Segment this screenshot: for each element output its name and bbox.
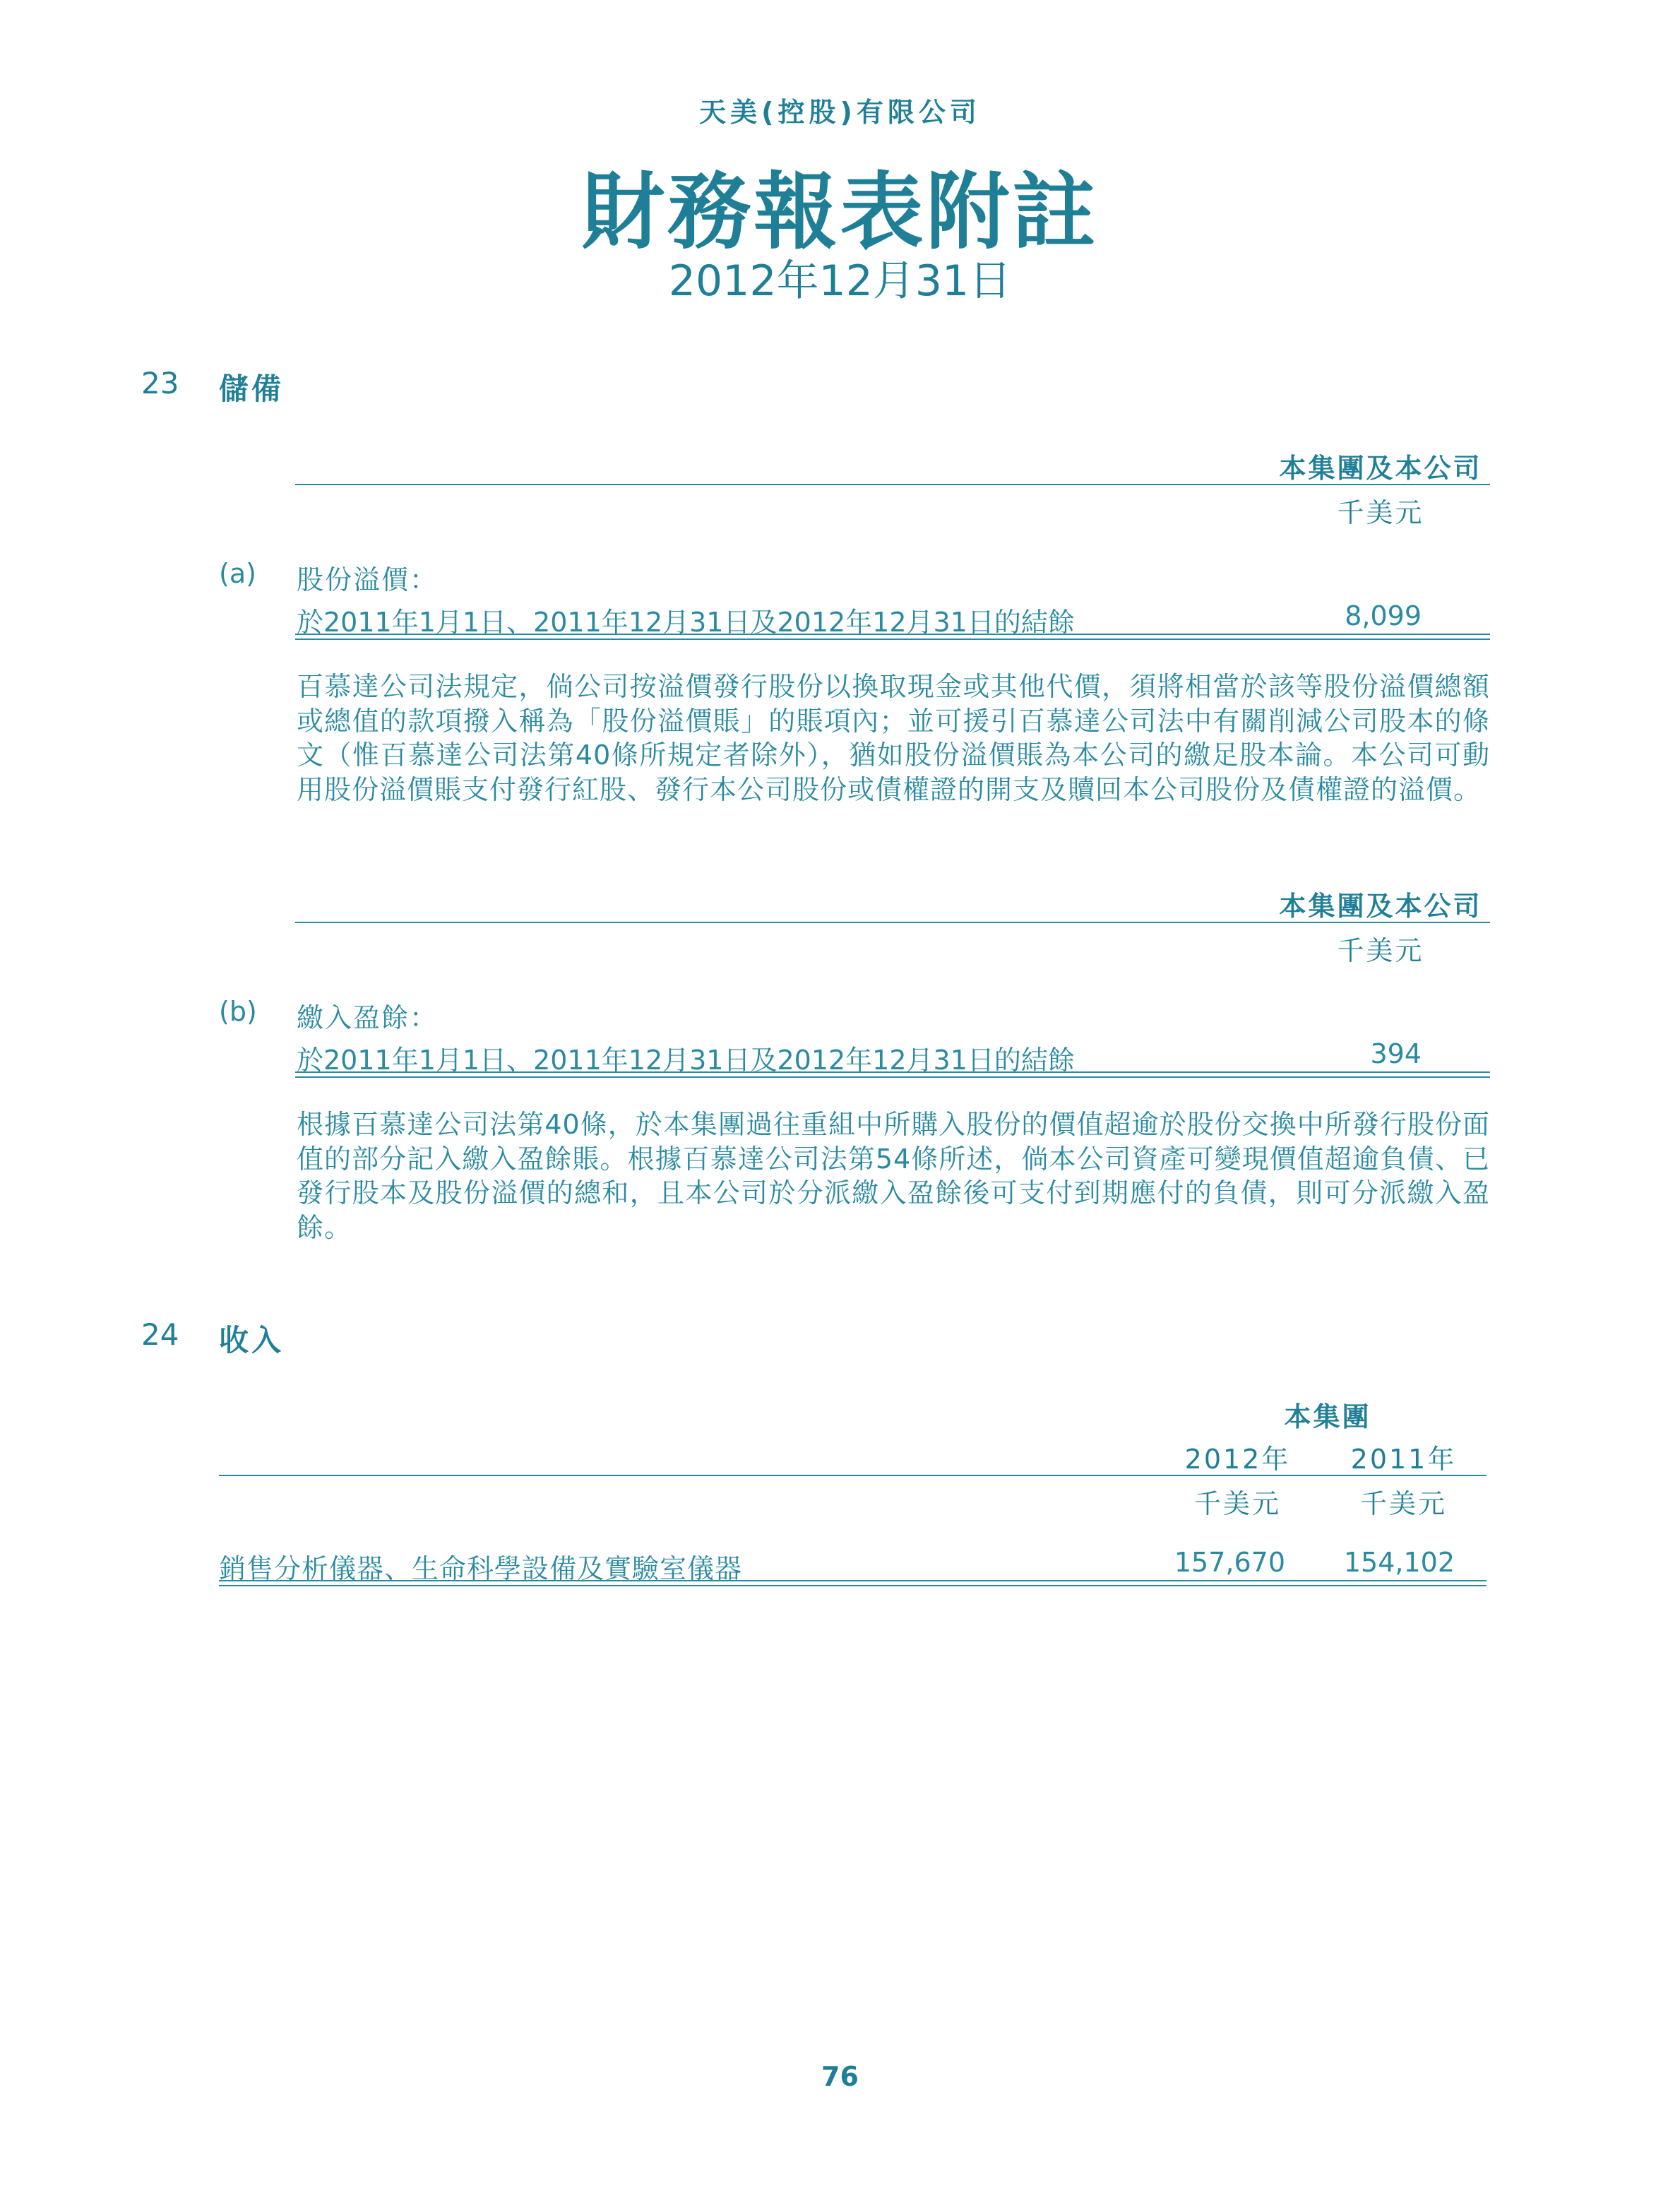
contributed-surplus-balance-value: 394	[1370, 1038, 1422, 1069]
share-premium-paragraph: 百慕達公司法規定，倘公司按溢價發行股份以換取現金或其他代價，須將相當於該等股份溢價總額或總值的款項撥入稱為「股份溢價賬」的賬項內；並可援引百慕達公司法中有關削減公司股本的條文（惟百慕達公司法第40條所規定者除外），猶如股份溢價賬為本公司的繳足股本論。本公司可動用股份溢價賬支付發行紅股、發行本公司股份或債權證的開支及贖回本公司股份及債權證的溢價。	[297, 671, 1490, 805]
section-24-title: 收入	[219, 1323, 285, 1358]
share-premium-total-rule	[295, 634, 1490, 640]
revenue-group-header: 本集團	[1284, 1401, 1371, 1432]
share-premium-balance-value: 8,099	[1345, 600, 1422, 631]
revenue-unit-2011: 千美元	[1359, 1488, 1447, 1519]
reserves-a-unit: 千美元	[1337, 497, 1424, 528]
revenue-unit-2012: 千美元	[1193, 1488, 1281, 1519]
reserves-a-marker: (a)	[219, 558, 256, 589]
revenue-value-2011: 154,102	[1343, 1547, 1455, 1578]
revenue-year-2011: 2011年	[1350, 1444, 1457, 1475]
contributed-surplus-paragraph: 根據百慕達公司法第40條，於本集團過往重組中所購入股份的價值超逾於股份交換中所發行股份面值的部分記入繳入盈餘賬。根據百慕達公司法第54條所述，倘本公司資產可變現價值超逾負債、已發行股本及股份溢價的總和，且本公司於分派繳入盈餘後可支付到期應付的負債，則可分派繳入盈餘。	[297, 1109, 1490, 1243]
revenue-year-2012: 2012年	[1184, 1444, 1291, 1475]
revenue-total-rule	[219, 1580, 1487, 1586]
reserves-a-header-rule	[295, 484, 1490, 485]
reserves-b-header-rule	[295, 922, 1490, 923]
report-date: 2012年12月31日	[668, 256, 1012, 306]
revenue-header-rule	[219, 1475, 1487, 1476]
section-23-number: 23	[141, 366, 179, 400]
contributed-surplus-total-rule	[295, 1071, 1490, 1078]
section-23-title: 儲備	[219, 372, 285, 406]
reserves-b-column-header: 本集團及本公司	[1279, 891, 1482, 922]
reserves-b-marker: (b)	[219, 996, 257, 1027]
contributed-surplus-balance-label: 於2011年1月1日、2011年12月31日及2012年12月31日的結餘	[297, 1045, 1075, 1076]
reserves-b-unit: 千美元	[1337, 935, 1424, 966]
share-premium-balance-label: 於2011年1月1日、2011年12月31日及2012年12月31日的結餘	[297, 607, 1075, 638]
contributed-surplus-heading: 繳入盈餘：	[297, 1002, 439, 1033]
company-name: 天美(控股)有限公司	[699, 97, 981, 128]
revenue-value-2012: 157,670	[1174, 1547, 1285, 1578]
share-premium-heading: 股份溢價：	[297, 564, 439, 595]
reserves-a-column-header: 本集團及本公司	[1279, 453, 1482, 484]
page-number: 76	[821, 2061, 859, 2092]
page-title: 財務報表附註	[581, 163, 1099, 261]
revenue-row-label: 銷售分析儀器、生命科學設備及實驗室儀器	[219, 1553, 743, 1584]
section-24-number: 24	[141, 1317, 179, 1352]
